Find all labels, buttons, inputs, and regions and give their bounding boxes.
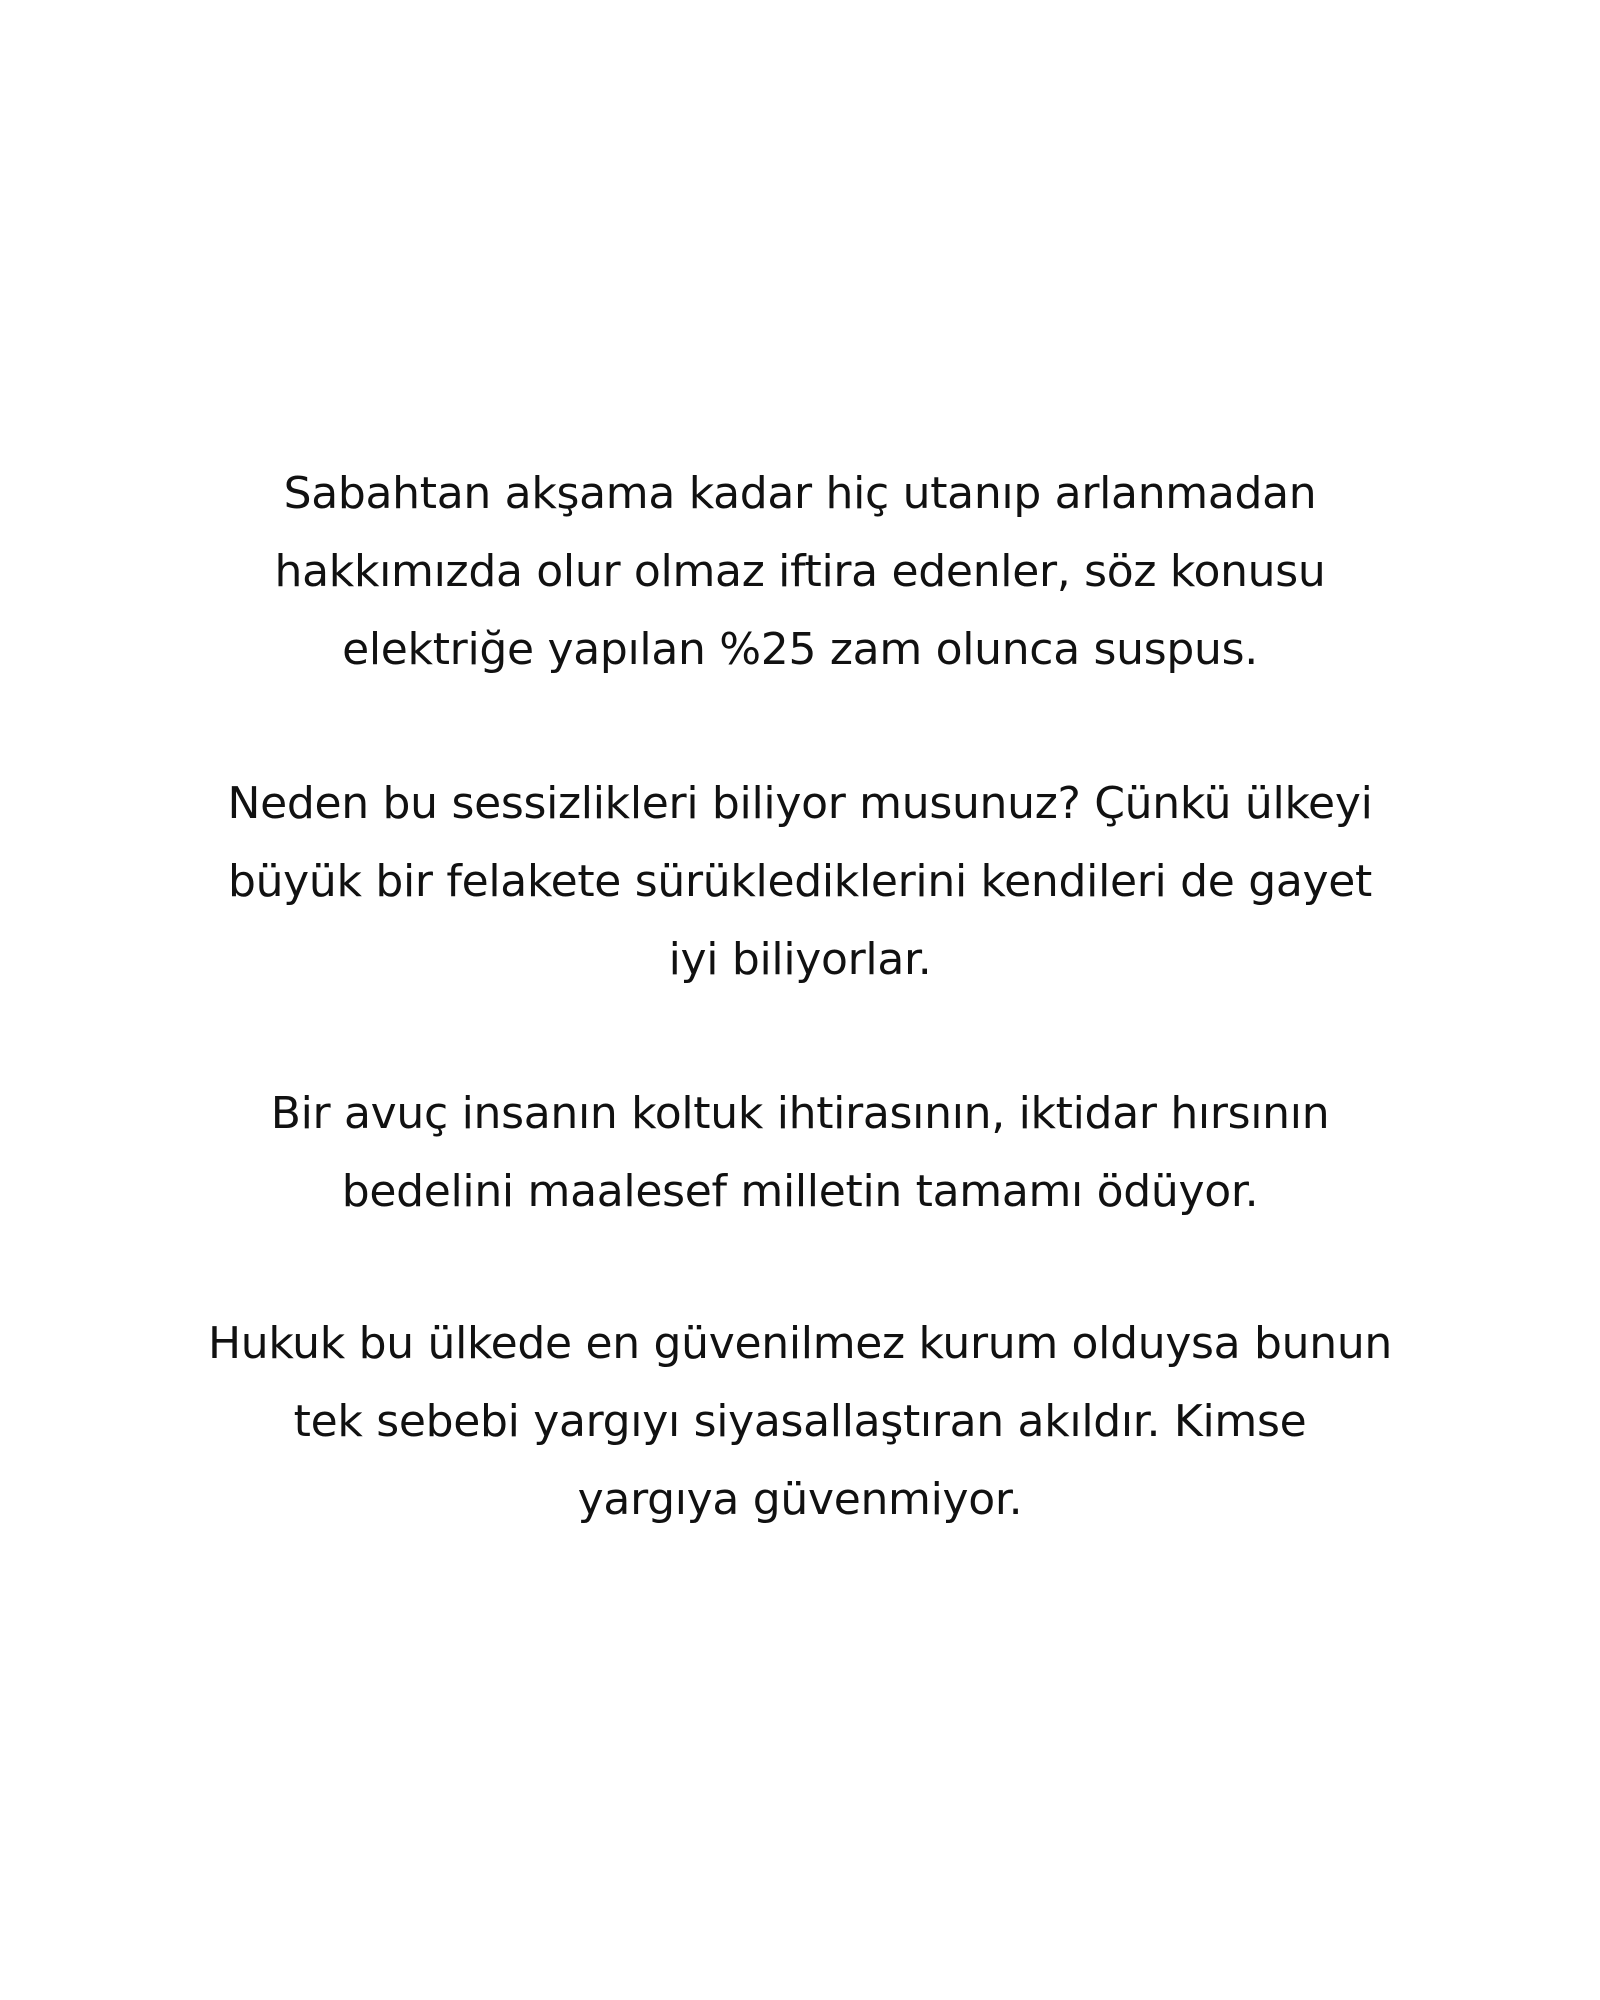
text-line: Neden bu sessizlikleri biliyor musunuz? Çünkü ülkeyi (227, 778, 1373, 829)
text-line: Sabahtan akşama kadar hiç utanıp arlanmadan (283, 468, 1317, 519)
text-line: elektriğe yapılan %25 zam olunca suspus. (342, 624, 1258, 675)
text-line: Hukuk bu ülkede en güvenilmez kurum olduysa bunun (207, 1318, 1393, 1369)
text-line: iyi biliyorlar. (668, 934, 932, 985)
text-line: Bir avuç insanın koltuk ihtirasının, iktidar hırsının (270, 1088, 1330, 1139)
paragraph-silence-reason (100, 765, 1500, 999)
paragraph-judiciary-trust (100, 1305, 1500, 1539)
text-line: hakkımızda olur olmaz iftira edenler, söz konusu (274, 546, 1326, 597)
text-line: yargıya güvenmiyor. (577, 1474, 1023, 1525)
text-line: büyük bir felakete sürüklediklerini kendileri de gayet (227, 856, 1373, 907)
paragraph-cost-to-nation (100, 1075, 1500, 1231)
text-line: bedelini maalesef milletin tamamı ödüyor. (341, 1166, 1259, 1217)
text-line: tek sebebi yargıyı siyasallaştıran akıldır. Kimse (293, 1396, 1307, 1447)
paragraph-electricity-price (100, 455, 1500, 689)
